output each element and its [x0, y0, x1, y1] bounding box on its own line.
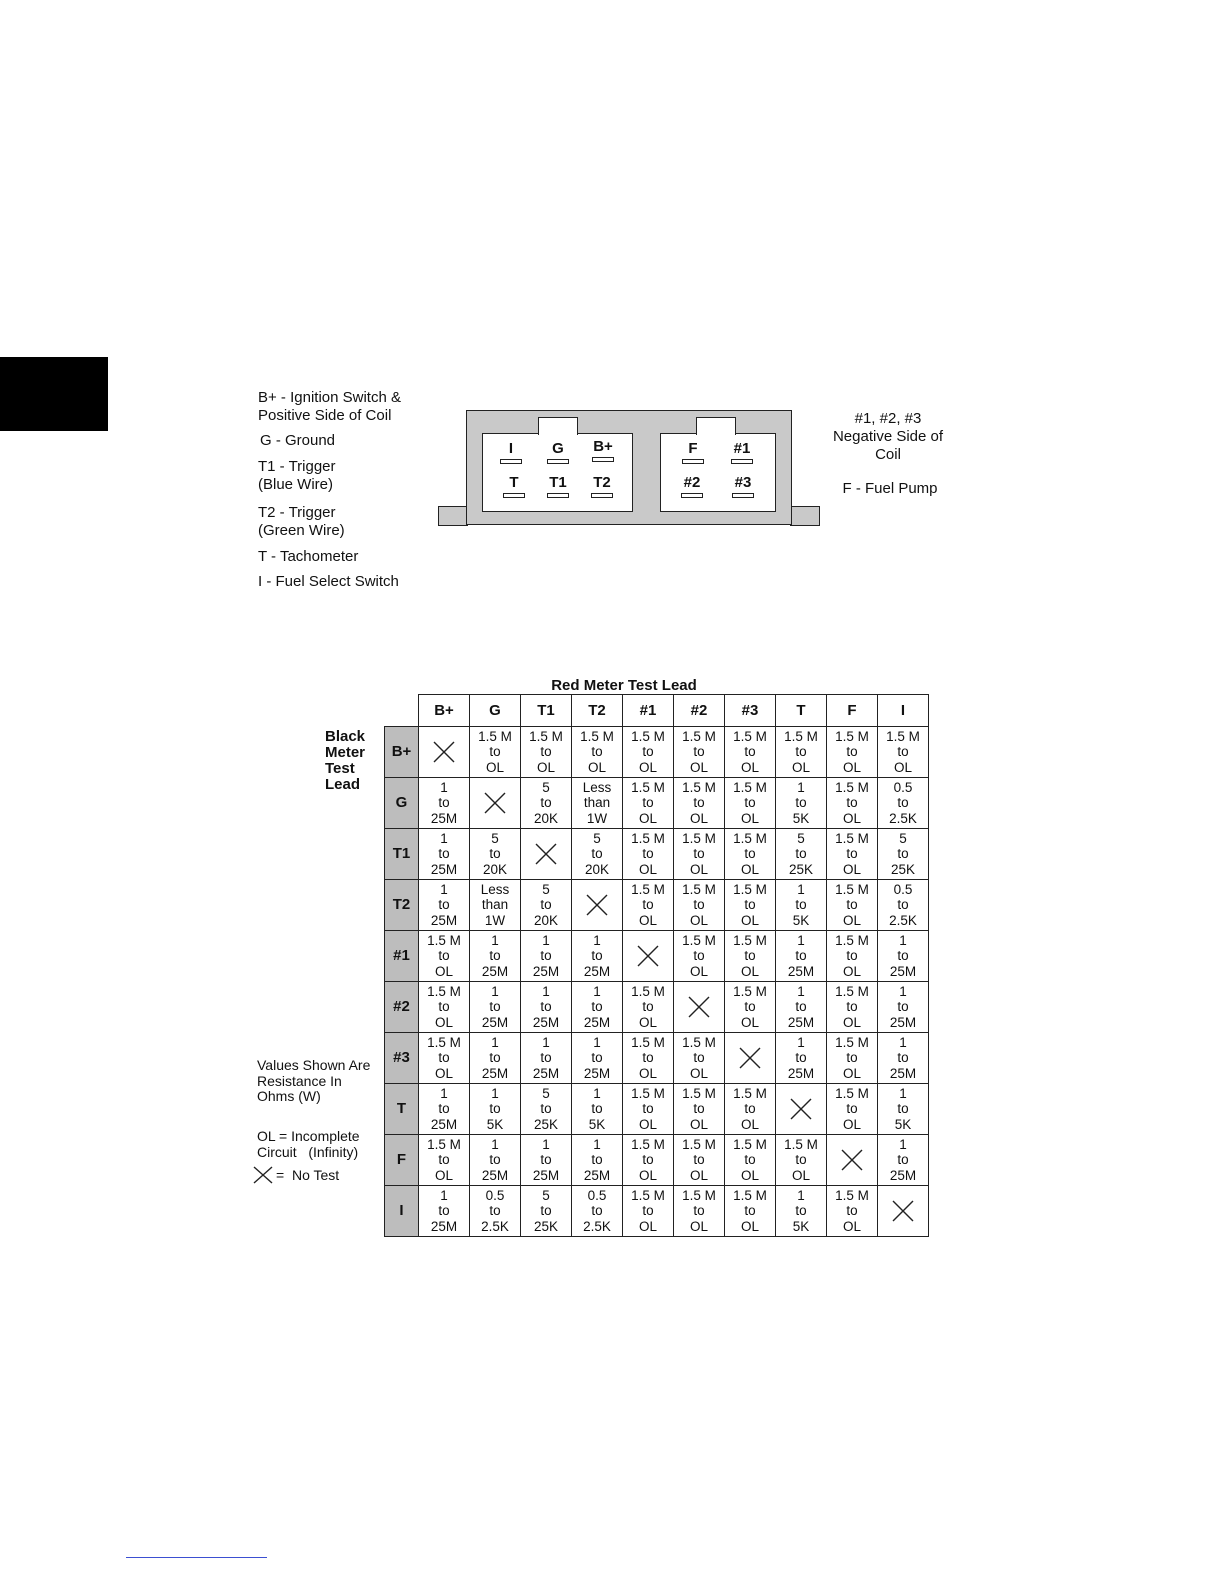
resistance-cell: 1.5 M to OL	[623, 1084, 674, 1135]
fuel-pump-note: F - Fuel Pump	[842, 480, 938, 497]
legend-tach: T - Tachometer	[258, 548, 359, 565]
row-header: B+	[385, 727, 419, 778]
pin-3: #3	[721, 475, 765, 498]
resistance-cell: 5 to 20K	[572, 829, 623, 880]
resistance-cell: 1.5 M to OL	[623, 1033, 674, 1084]
resistance-cell: 1 to 25M	[572, 1135, 623, 1186]
footer-rule	[126, 1557, 267, 1558]
column-header: I	[878, 695, 929, 727]
no-test-x-icon	[585, 893, 609, 917]
resistance-cell: Less than 1W	[572, 778, 623, 829]
resistance-cell: 1 to 25M	[419, 829, 470, 880]
resistance-cell: 0.5 to 2.5K	[878, 880, 929, 931]
table-row	[385, 829, 929, 880]
resistance-cell: 1.5 M to OL	[878, 727, 929, 778]
resistance-cell: 0.5 to 2.5K	[878, 778, 929, 829]
resistance-cell: 1 to 25M	[419, 880, 470, 931]
resistance-cell: 1.5 M to OL	[725, 931, 776, 982]
pin-g: G	[536, 441, 580, 464]
resistance-cell: 1.5 M to OL	[674, 778, 725, 829]
resistance-cell: 1.5 M to OL	[725, 778, 776, 829]
no-test-x-icon	[534, 842, 558, 866]
connector-flange-left	[438, 506, 468, 526]
legend-fuel-select: I - Fuel Select Switch	[258, 573, 399, 590]
resistance-cell: 1.5 M to OL	[521, 727, 572, 778]
no-test-x-icon	[789, 1097, 813, 1121]
resistance-cell: 1 to 5K	[572, 1084, 623, 1135]
resistance-cell: 5 to 20K	[521, 778, 572, 829]
resistance-cell: 1 to 25M	[419, 1186, 470, 1237]
resistance-cell: 1.5 M to OL	[827, 829, 878, 880]
no-test-x-icon	[891, 1199, 915, 1223]
pin-t: T	[492, 475, 536, 498]
no-test-x-icon	[687, 995, 711, 1019]
no-test-cell	[623, 931, 674, 982]
pin-2: #2	[670, 475, 714, 498]
table-title: Red Meter Test Lead	[551, 677, 697, 694]
resistance-cell: 1 to 5K	[776, 880, 827, 931]
no-test-cell	[419, 727, 470, 778]
resistance-cell: 1 to 25M	[572, 1033, 623, 1084]
row-header: #2	[385, 982, 419, 1033]
resistance-cell: 1.5 M to OL	[470, 727, 521, 778]
resistance-cell: 1 to 25M	[878, 1033, 929, 1084]
resistance-cell: 1.5 M to OL	[827, 1084, 878, 1135]
no-test-x-icon	[483, 791, 507, 815]
resistance-cell: 1.5 M to OL	[827, 982, 878, 1033]
pin-i: I	[489, 441, 533, 464]
no-test-x-icon	[252, 1165, 274, 1185]
resistance-cell: 1.5 M to OL	[827, 931, 878, 982]
resistance-cell: 1.5 M to OL	[623, 829, 674, 880]
row-header: #1	[385, 931, 419, 982]
table-row	[385, 727, 929, 778]
column-header: G	[470, 695, 521, 727]
resistance-cell: 1 to 5K	[470, 1084, 521, 1135]
resistance-cell: 1.5 M to OL	[776, 727, 827, 778]
values-note: Values Shown Are Resistance In Ohms (W)	[257, 1057, 371, 1104]
legend-t2: T2 - Trigger (Green Wire)	[258, 504, 345, 539]
row-header: G	[385, 778, 419, 829]
ol-note: OL = Incomplete Circuit (Infinity)	[257, 1128, 360, 1160]
resistance-cell: 1.5 M to OL	[674, 1135, 725, 1186]
section-tab	[0, 357, 108, 431]
resistance-cell: 1 to 25M	[470, 1033, 521, 1084]
legend-ground: G - Ground	[260, 432, 336, 449]
no-test-cell	[674, 982, 725, 1033]
resistance-cell: 1.5 M to OL	[623, 982, 674, 1033]
resistance-cell: 1.5 M to OL	[419, 1135, 470, 1186]
resistance-cell: 1.5 M to OL	[674, 1033, 725, 1084]
resistance-cell: 1 to 25M	[521, 931, 572, 982]
pin-t1: T1	[536, 475, 580, 498]
no-test-x-icon	[432, 740, 456, 764]
no-test-cell	[776, 1084, 827, 1135]
resistance-cell: 1.5 M to OL	[419, 1033, 470, 1084]
resistance-cell: 1.5 M to OL	[827, 1186, 878, 1237]
resistance-cell: 1 to 25M	[521, 1135, 572, 1186]
resistance-cell: 1.5 M to OL	[572, 727, 623, 778]
resistance-cell: 0.5 to 2.5K	[470, 1186, 521, 1237]
row-header: #3	[385, 1033, 419, 1084]
resistance-cell: 1 to 25M	[419, 778, 470, 829]
resistance-cell: 1.5 M to OL	[827, 727, 878, 778]
resistance-cell: 5 to 25K	[521, 1186, 572, 1237]
resistance-cell: 1.5 M to OL	[623, 1135, 674, 1186]
row-header: I	[385, 1186, 419, 1237]
resistance-cell: 1.5 M to OL	[674, 1084, 725, 1135]
resistance-cell: 5 to 20K	[521, 880, 572, 931]
resistance-cell: 1 to 25M	[878, 931, 929, 982]
resistance-cell: 1.5 M to OL	[674, 1186, 725, 1237]
resistance-cell: 1 to 25M	[878, 982, 929, 1033]
resistance-cell: 1.5 M to OL	[725, 829, 776, 880]
resistance-cell: 1.5 M to OL	[827, 1033, 878, 1084]
resistance-cell: 1 to 25M	[878, 1135, 929, 1186]
table-row	[385, 1186, 929, 1237]
resistance-cell: 1.5 M to OL	[674, 931, 725, 982]
table-row	[385, 1135, 929, 1186]
column-header: #1	[623, 695, 674, 727]
resistance-cell: 1 to 5K	[776, 1186, 827, 1237]
column-header: T	[776, 695, 827, 727]
resistance-cell: 1.5 M to OL	[419, 931, 470, 982]
resistance-cell: 1 to 25M	[419, 1084, 470, 1135]
resistance-cell: 1 to 5K	[878, 1084, 929, 1135]
resistance-cell: 5 to 25K	[521, 1084, 572, 1135]
column-header: #3	[725, 695, 776, 727]
resistance-cell: 1 to 25M	[776, 982, 827, 1033]
pin-1: #1	[720, 441, 764, 464]
no-test-cell	[878, 1186, 929, 1237]
resistance-cell: 1.5 M to OL	[776, 1135, 827, 1186]
resistance-cell: 1.5 M to OL	[725, 1084, 776, 1135]
legend-bplus: B+ - Ignition Switch & Positive Side of Coil	[258, 389, 401, 424]
table-row	[385, 778, 929, 829]
row-header: F	[385, 1135, 419, 1186]
row-axis-label: Black Meter Test Lead	[325, 728, 366, 793]
resistance-cell: 1.5 M to OL	[419, 982, 470, 1033]
coil-note: #1, #2, #3 Negative Side of Coil	[832, 410, 944, 463]
resistance-cell: 1.5 M to OL	[674, 829, 725, 880]
pin-f: F	[671, 441, 715, 464]
no-test-cell	[725, 1033, 776, 1084]
resistance-cell: 1 to 25M	[572, 931, 623, 982]
table-row	[385, 931, 929, 982]
column-header: T1	[521, 695, 572, 727]
resistance-cell: 1 to 25M	[470, 982, 521, 1033]
resistance-cell: 1.5 M to OL	[725, 1135, 776, 1186]
resistance-cell: 1 to 25M	[470, 1135, 521, 1186]
resistance-cell: 1.5 M to OL	[623, 727, 674, 778]
pin-t2: T2	[580, 475, 624, 498]
table-row	[385, 1084, 929, 1135]
resistance-cell: 1 to 25M	[572, 982, 623, 1033]
resistance-cell: 1 to 25M	[776, 931, 827, 982]
resistance-cell: 1 to 25M	[521, 1033, 572, 1084]
resistance-cell: 1.5 M to OL	[623, 778, 674, 829]
no-test-cell	[470, 778, 521, 829]
resistance-cell: 1 to 25M	[521, 982, 572, 1033]
resistance-cell: Less than 1W	[470, 880, 521, 931]
resistance-cell: 1 to 25M	[776, 1033, 827, 1084]
no-test-x-icon	[636, 944, 660, 968]
resistance-cell: 1.5 M to OL	[623, 1186, 674, 1237]
resistance-cell: 1 to 5K	[776, 778, 827, 829]
resistance-cell: 5 to 25K	[776, 829, 827, 880]
resistance-cell: 1.5 M to OL	[827, 778, 878, 829]
resistance-cell: 1.5 M to OL	[725, 1186, 776, 1237]
no-test-label: = No Test	[276, 1167, 340, 1183]
column-header: F	[827, 695, 878, 727]
legend-t1: T1 - Trigger (Blue Wire)	[258, 458, 336, 493]
table-row	[385, 1033, 929, 1084]
row-header: T	[385, 1084, 419, 1135]
resistance-cell: 5 to 25K	[878, 829, 929, 880]
resistance-table	[384, 694, 929, 1237]
row-header: T1	[385, 829, 419, 880]
connector-flange-right	[790, 506, 820, 526]
resistance-cell: 1.5 M to OL	[725, 982, 776, 1033]
resistance-cell: 1 to 25M	[470, 931, 521, 982]
no-test-x-icon	[738, 1046, 762, 1070]
resistance-cell: 1.5 M to OL	[827, 880, 878, 931]
column-header: B+	[419, 695, 470, 727]
no-test-cell	[827, 1135, 878, 1186]
no-test-cell	[572, 880, 623, 931]
table-row	[385, 982, 929, 1033]
no-test-x-icon	[840, 1148, 864, 1172]
resistance-cell: 1.5 M to OL	[725, 880, 776, 931]
resistance-cell: 1.5 M to OL	[725, 727, 776, 778]
pin-bplus: B+	[581, 439, 625, 462]
column-header: T2	[572, 695, 623, 727]
column-header: #2	[674, 695, 725, 727]
table-row	[385, 880, 929, 931]
resistance-cell: 0.5 to 2.5K	[572, 1186, 623, 1237]
row-header: T2	[385, 880, 419, 931]
resistance-cell: 1.5 M to OL	[674, 880, 725, 931]
no-test-cell	[521, 829, 572, 880]
resistance-cell: 5 to 20K	[470, 829, 521, 880]
resistance-cell: 1.5 M to OL	[674, 727, 725, 778]
resistance-cell: 1.5 M to OL	[623, 880, 674, 931]
